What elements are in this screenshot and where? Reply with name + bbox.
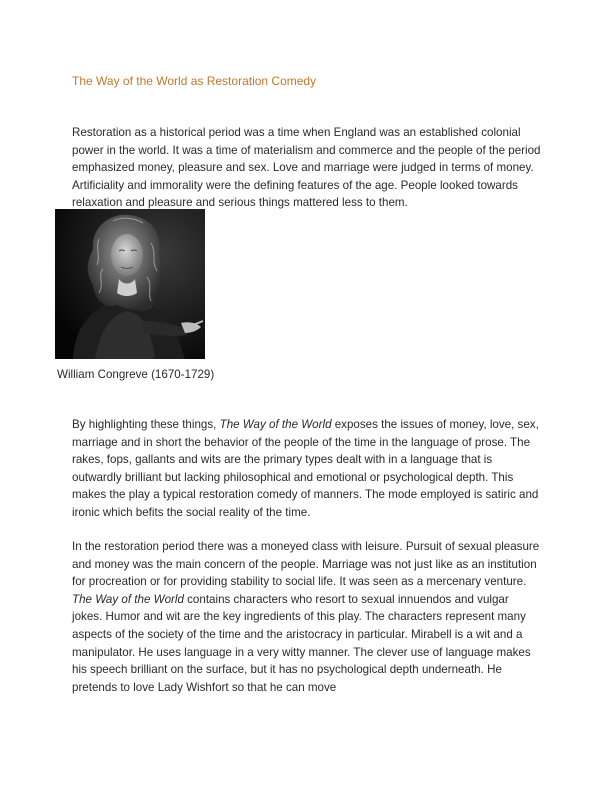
paragraph-society-start: In the restoration period there was a moneyed class with leisure. Pursuit of sexual pleasure and money was the main concern of the people. Marriage was not just like as an institution for procreation or for providing stability to social life. It was seen as a mercenary venture. bbox=[72, 540, 540, 589]
play-title-italic: The Way of the World bbox=[72, 592, 184, 606]
paragraph-themes-start: By highlighting these things, bbox=[72, 418, 220, 431]
play-title-italic: The Way of the World bbox=[219, 418, 332, 431]
paragraph-intro: Restoration as a historical period was a time when England was an established colonial power in the world. It was a time of materialism and commerce and the people of the period emphasized money, pleasure and sex. Love and marriage were judged in terms of money. Artificiality and immorality were the defining features of the age. People looked towards relaxation and pleasure and serious things mattered less to them. bbox=[72, 126, 541, 210]
portrait-image bbox=[55, 209, 205, 359]
paragraph-themes-rest: exposes the issues of money, love, sex, marriage and in short the behavior of the people of the time in the language of prose. The rakes, fops, gallants and wits are the primary types dealt with in a language that is outwardly brilliant but lacking philosophical and emotional or psychological depth. This makes the play a typical restoration comedy of manners. The mode employed is satiric and ironic which befits the social reality of the time. bbox=[72, 418, 539, 519]
paragraph-society bbox=[72, 538, 542, 696]
image-caption: William Congreve (1670-1729) bbox=[57, 368, 215, 381]
document-title: The Way of the World as Restoration Comedy bbox=[72, 74, 317, 88]
paragraph-society-rest: contains characters who resort to sexual innuendos and vulgar jokes. Humor and wit are the key ingredients of this play. The characters represent many aspects of the society of the time and the aristocracy in particular. Mirabell is a wit and a manipulator. He uses language in a very witty manner. The clever use of language makes his speech brilliant on the surface, but it has no psychological depth underneath. He pretends to love Lady Wishfort so that he can move bbox=[72, 592, 531, 694]
paragraph-themes bbox=[72, 416, 542, 522]
